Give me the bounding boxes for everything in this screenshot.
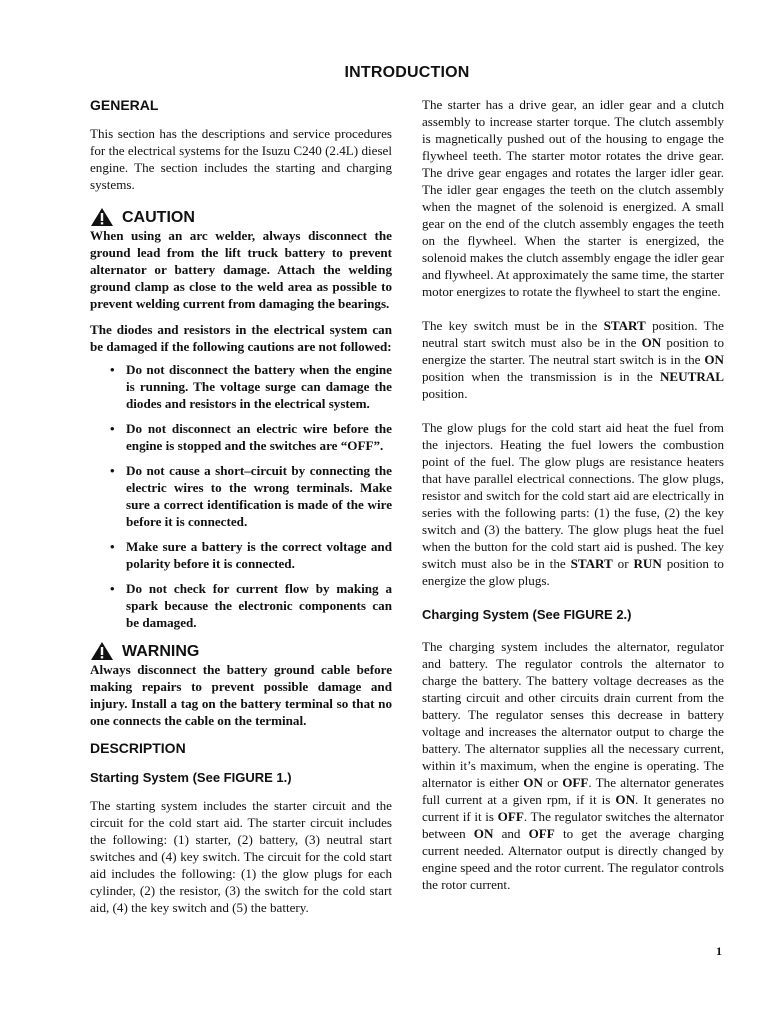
- left-column: [90, 96, 392, 916]
- diodes-paragraph: The diodes and resistors in the electrical system can be damaged if the following cautions are not followed:: [90, 322, 392, 354]
- list-item: • Make sure a battery is the correct voltage and polarity before it is connected.: [90, 538, 392, 572]
- warning-triangle-icon: [90, 207, 114, 227]
- warning-triangle-icon: [90, 641, 114, 661]
- charging-system-paragraph: The charging system includes the alternator, regulator and battery. The regulator controls the alternator to charge the battery. The battery voltage decreases as the starting circuit and other circuits drain current from the battery. The regulator senses this decrease in battery voltage and increases the alternator output to charge the battery. The alternator supplies all the necessary current, within it’s maximum, when the engine is operating. The alternator is either ON or OFF. The alternator generates full current at a given rpm, if it is ON. It generates no current if it is OFF. The regulator switches the alternator between ON and OFF to get the average charging current needed. Alternator output is directly changed by engine speed and the rotor current. The regulator controls the rotor current.: [422, 639, 724, 892]
- caution-label: CAUTION: [122, 209, 195, 226]
- list-item: • Do not disconnect the battery when the engine is running. The voltage surge can damage the diodes and resistors in the electrical system.: [90, 361, 392, 412]
- warning-header: [90, 641, 392, 661]
- charging-system-heading: Charging System (See FIGURE 2.): [422, 607, 632, 622]
- warning-label: WARNING: [122, 643, 200, 660]
- caution-text: When using an arc welder, always disconnect the ground lead from the lift truck battery to prevent alternator or battery damage. Attach the welding ground clamp as close to the weld area as possible to prevent welding current from damaging the bearings.: [90, 228, 392, 311]
- right-column: [422, 96, 724, 893]
- list-item: • Do not check for current flow by making a spark because the electronic components can be damaged.: [90, 580, 392, 631]
- description-heading: DESCRIPTION: [90, 740, 186, 756]
- starter-paragraph: The starter has a drive gear, an idler gear and a clutch assembly to increase starter torque. The clutch assembly is magnetically pushed out of the housing to engage the flywheel teeth. The starter motor rotates the drive gear. The drive gear engages and rotates the larger idler gear. The idler gear engages the teeth on the clutch assembly when the magnet of the solenoid is energized. A small gear on the end of the clutch assembly engages the teeth on the flywheel. When the starter is energized, the solenoid makes the clutch assembly engage the idler gear and flywheel. At approximately the same time, the starter motor energizes to rotate the flywheel to start the engine.: [422, 97, 724, 299]
- caution-list: [90, 361, 392, 631]
- general-paragraph: This section has the descriptions and service procedures for the electrical systems for the Isuzu C240 (2.4L) diesel engine. The section includes the starting and charging systems.: [90, 126, 392, 192]
- general-heading: GENERAL: [90, 97, 159, 113]
- page-title: INTRODUCTION: [344, 64, 470, 81]
- caution-header: [90, 207, 392, 227]
- list-item: • Do not cause a short–circuit by connecting the electric wires to the wrong terminals. Make sure a correct identification is made of the wire before it is connected.: [90, 462, 392, 530]
- starting-system-heading: Starting System (See FIGURE 1.): [90, 770, 292, 785]
- list-item: • Do not disconnect an electric wire before the engine is stopped and the switches are “OFF”.: [90, 420, 392, 454]
- starting-system-paragraph: The starting system includes the starter circuit and the circuit for the cold start aid. The starter circuit includes the following: (1) starter, (2) battery, (3) neutral start switches and (4) key switch. The circuit for the cold start aid includes the following: (1) the glow plugs for each cylinder, (2) the resistor, (3) the switch for the cold start aid, (4) the key switch and (5) the battery.: [90, 798, 392, 915]
- warning-text: Always disconnect the battery ground cable before making repairs to prevent possible damage and injury. Install a tag on the battery terminal so that no one connects the cable on the terminal.: [90, 662, 392, 728]
- glow-plugs-paragraph: The glow plugs for the cold start aid heat the fuel from the injectors. Heating the fuel lowers the combustion point of the fuel. The glow plugs are resistance heaters that have parallel electrical connections. The glow plugs, resistor and switch for the cold start aid are electrically in series with the following parts: (1) the fuse, (2) the key switch and (3) the battery. The glow plugs heat the fuel when the button for the cold start aid is pushed. The key switch must also be in the START or RUN position to energize the glow plugs.: [422, 420, 724, 588]
- page-number: 1: [716, 944, 722, 958]
- key-switch-paragraph: The key switch must be in the START position. The neutral start switch must also be in the ON position to energize the starter. The neutral start switch is in the ON position when the transmission is in the NEUTRAL position.: [422, 318, 724, 401]
